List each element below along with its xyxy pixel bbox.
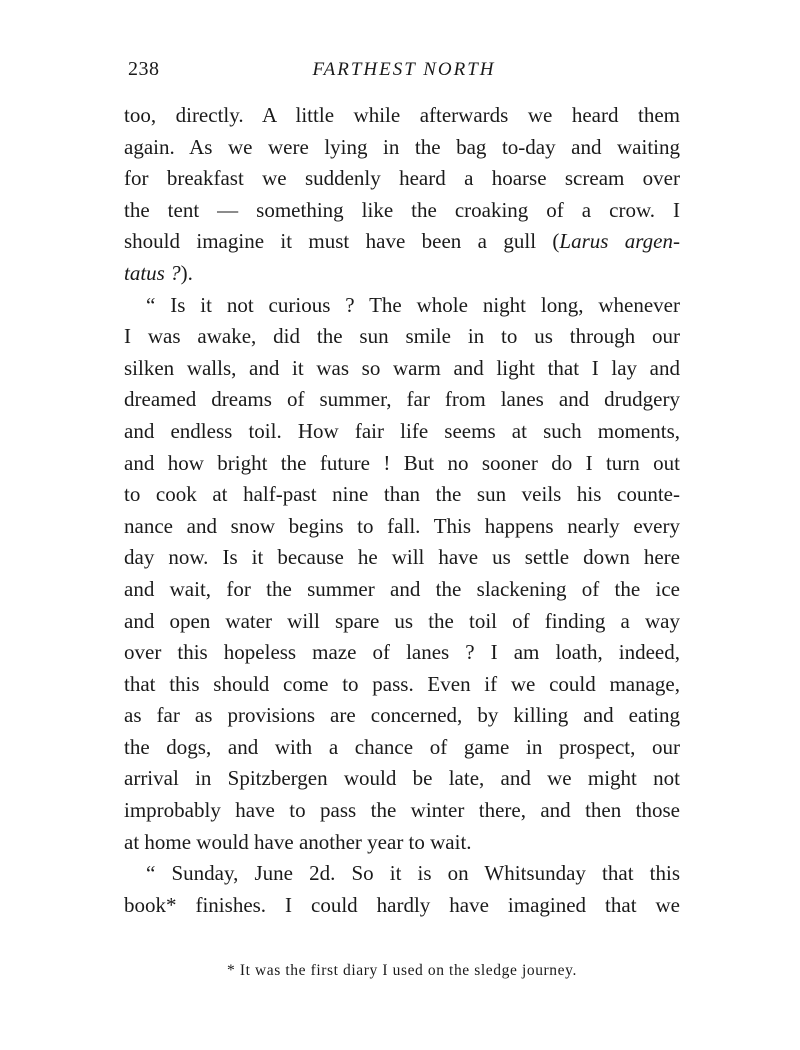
text-line: again. As we were lying in the bag to-day and waiting <box>124 134 680 159</box>
text-line: as far as provisions are concerned, by killing and eating <box>124 703 680 728</box>
footnote: * It was the first diary I used on the sledge journey. <box>227 962 577 979</box>
text-span: ). <box>180 260 193 285</box>
text-line: improbably have to pass the winter there, and then those <box>124 798 680 823</box>
text-line: too, directly. A little while afterwards we heard them <box>124 103 680 127</box>
text-line: at home would have another year to wait. <box>124 829 472 854</box>
text-line: I was awake, did the sun smile in to us through our <box>124 324 680 349</box>
body-text <box>124 100 680 921</box>
text-line: over this hopeless maze of lanes ? I am loath, indeed, <box>124 640 680 665</box>
text-line: the tent — something like the croaking of a crow. I <box>124 197 680 222</box>
italic-species-name: Larus argen- <box>559 229 680 254</box>
text-line: and open water will spare us the toil of finding a way <box>124 608 680 633</box>
text-line: silken walls, and it was so warm and light that I lay and <box>124 355 680 380</box>
text-line: and endless toil. How fair life seems at such moments, <box>124 418 680 443</box>
text-line: that this should come to pass. Even if we could manage, <box>124 671 680 696</box>
text-line: to cook at half-past nine than the sun veils his counte- <box>124 482 680 507</box>
paragraph-start-line: “ Sunday, June 2d. So it is on Whitsunday that this <box>146 861 680 886</box>
paragraph-start-line: “ Is it not curious ? The whole night long, whenever <box>146 292 680 317</box>
text-line: book* finishes. I could hardly have imagined that we <box>124 892 680 917</box>
text-line: nance and snow begins to fall. This happens nearly every <box>124 513 680 538</box>
text-line: dreamed dreams of summer, far from lanes and drudgery <box>124 387 680 412</box>
text-span: should imagine it must have been a gull ( <box>124 229 560 254</box>
page-number: 238 <box>128 58 160 80</box>
text-line: the dogs, and with a chance of game in prospect, our <box>124 734 680 759</box>
text-line <box>124 258 680 290</box>
italic-species-name-cont: tatus ? <box>124 260 181 285</box>
text-line: and how bright the future ! But no sooner do I turn out <box>124 450 680 475</box>
text-line: and wait, for the summer and the slackening of the ice <box>124 576 680 601</box>
text-line <box>124 226 680 258</box>
text-line: for breakfast we suddenly heard a hoarse scream over <box>124 166 680 191</box>
text-line: day now. Is it because he will have us settle down here <box>124 545 680 570</box>
text-line: arrival in Spitzbergen would be late, and we might not <box>124 766 680 791</box>
running-head: FARTHEST NORTH <box>312 59 496 80</box>
page-header <box>124 58 684 88</box>
